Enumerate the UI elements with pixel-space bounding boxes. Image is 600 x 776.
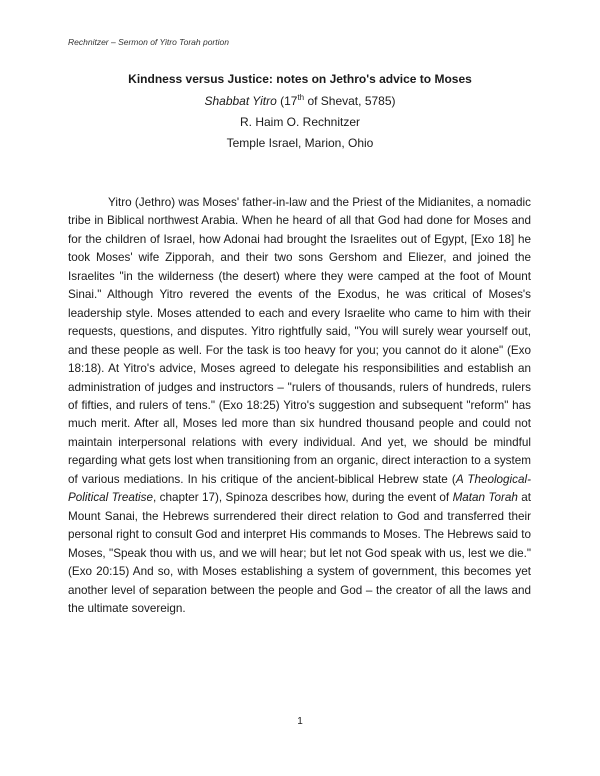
book-title: A Theological-Political Treatise — [68, 472, 531, 505]
matan-torah-term: Matan Torah — [452, 491, 518, 505]
author-name: R. Haim O. Rechnitzer — [239, 115, 361, 129]
subtitle — [0, 93, 600, 108]
body-text-part2: , chapter 17), Spinoza describes how, during the event of — [153, 491, 453, 505]
body-paragraph — [68, 194, 531, 618]
subtitle-date-open: (17 — [276, 94, 298, 108]
document-title: Kindness versus Justice: notes on Jethro's advice to Moses — [128, 72, 472, 86]
title-block — [0, 72, 600, 150]
running-header: Rechnitzer – Sermon of Yitro Torah portion — [68, 37, 229, 47]
body-text-part3: at Mount Sanai, the Hebrews surrendered their direct relation to God and transferred their personal right to consult God and interpret His commands to Moses. The Hebrews said to Moses, "Speak thou with us, and we will hear; but let not God speak with us, lest we die." (Exo 20:15) And so, with Moses establishing a system of government, this becomes yet another level of separation between the people and God – the creator of all the laws and the ultimate sovereign. — [68, 491, 532, 615]
page-number: 1 — [297, 716, 303, 727]
body-text-part1: Yitro (Jethro) was Moses' father-in-law and the Priest of the Midianites, a nomadic tribe in Biblical northwest Arabia. When he heard of all that God had done for Moses and for the children of Israel, how Adonai had brought the Israelites out of Egypt, [Exo 18] he took Moses' wife Zipporah, and their two sons Gershom and Eliezer, and joined the Israelites "in the wilderness (the desert) where they were camped at the foot of Mount Sinai." Although Yitro revered the events of the Exodus, he was critical of Moses's leadership style. Moses attended to each and every Israelite who came to him with their requests, questions, and disputes. Yitro rightfully said, "You will surely wear yourself out, and these people as well. For the task is too heavy for you; you cannot do it alone" (Exo 18:18). At Yitro's advice, Moses agreed to delegate his responsibilities and establish an administration of judges and instructors – "rulers of thousands, rulers of hundreds, rulers of fifties, and rulers of tens." (Exo 18:25) Yitro's suggestion and subsequent "reform" has much merit. After all, Moses led more than six hundred thousand people and could not maintain interpersonal relations with every individual. And yet, we should be mindful regarding what gets lost when transitioning from an organic, direct interaction to a system of various mediations. In his critique of the ancient-biblical Hebrew state ( — [68, 196, 531, 486]
subtitle-ordinal: th — [297, 93, 305, 102]
subtitle-date-rest: of Shevat, 5785) — [304, 94, 396, 108]
subtitle-shabbat: Shabbat Yitro — [204, 94, 277, 108]
congregation: Temple Israel, Marion, Ohio — [226, 136, 374, 150]
